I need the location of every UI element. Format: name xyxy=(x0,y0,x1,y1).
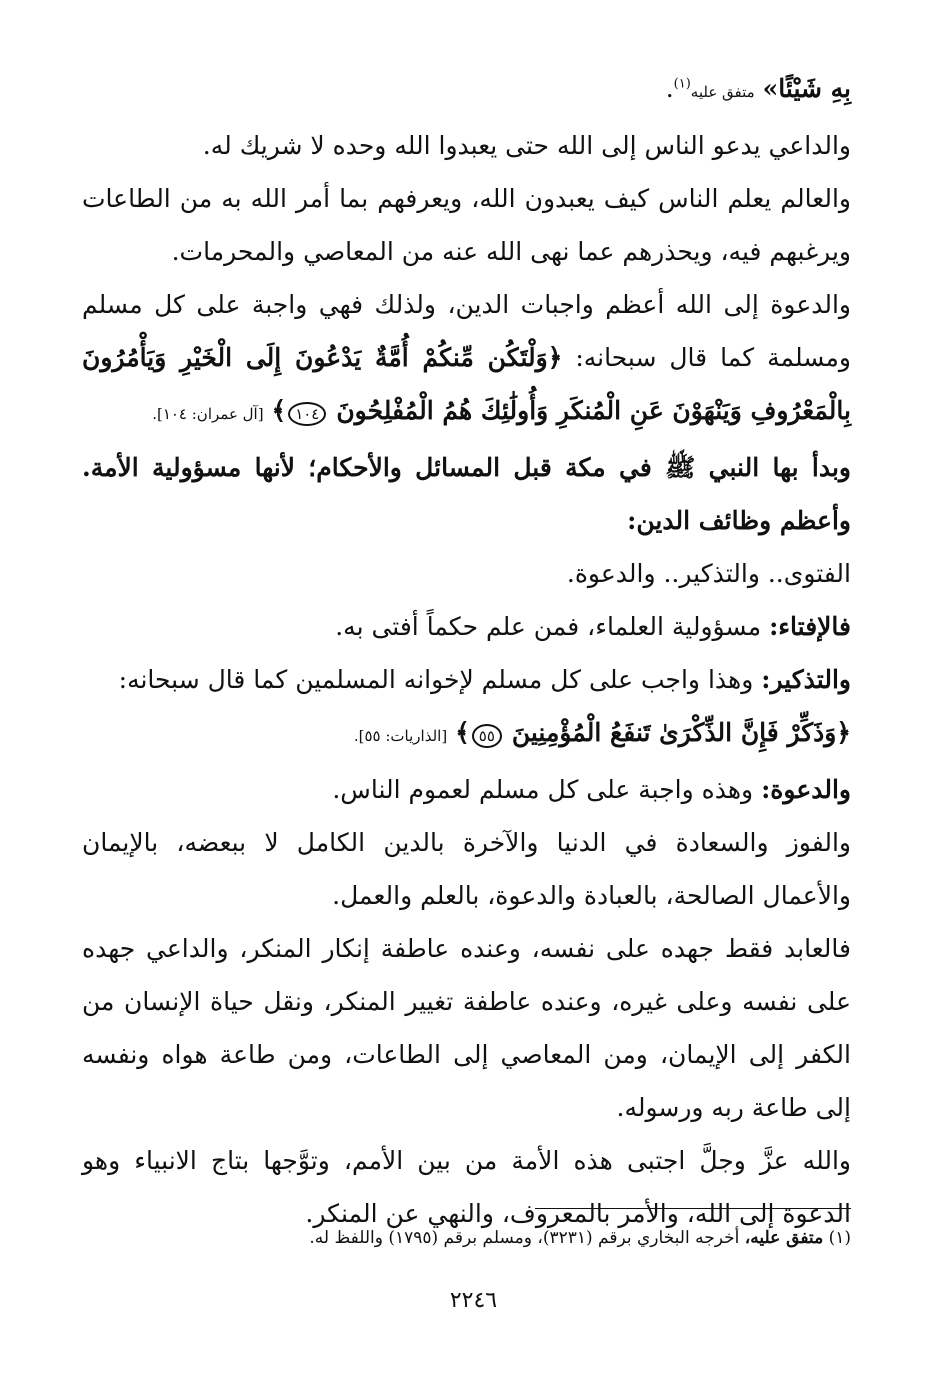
paragraph-reminder xyxy=(82,653,851,706)
dawah-text: وهذه واجبة على كل مسلم لعموم الناس. xyxy=(332,775,762,804)
fatwa-label: فالإفتاء: xyxy=(769,612,851,641)
ayah-number-marker: ١٠٤ xyxy=(288,402,326,426)
paragraph-success: والفوز والسعادة في الدنيا والآخرة بالدين الكامل لا ببعضه، بالإيمان والأعمال الصالحة، بالعبادة والدعوة، بالعلم والعمل. xyxy=(82,828,851,910)
footnote-separator xyxy=(535,1208,851,1209)
paragraph-prophet-began: وبدأ بها النبي ﷺ في مكة قبل المسائل والأحكام؛ لأنها مسؤولية الأمة. وأعظم وظائف الدين: xyxy=(82,453,851,535)
hadith-quote-end: بِهِ شَيْئًا» xyxy=(762,74,851,103)
paragraph-caller: والداعي يدعو الناس إلى الله حتى يعبدوا الله وحده لا شريك له. xyxy=(202,131,851,160)
paragraph-fatwa xyxy=(82,600,851,653)
footnote-bold: متفق عليه، xyxy=(744,1228,824,1248)
page-number: ٢٢٤٦ xyxy=(449,1288,498,1313)
verse-reference: [الذاريات: ٥٥]. xyxy=(353,727,448,745)
paragraph-ummah-chosen: والله عزَّ وجلَّ اجتبى هذه الأمة من بين الأمم، وتوَّجها بتاج الانبياء وهو الدعوة إلى الله، والأمر بالمعروف، والنهي عن المنكر. xyxy=(82,1146,851,1228)
reminder-text: وهذا واجب على كل مسلم لإخوانه المسلمين كما قال سبحانه: xyxy=(118,665,762,694)
paragraph-functions: الفتوى.. والتذكير.. والدعوة. xyxy=(566,559,851,588)
quran-close-bracket: ﴾ xyxy=(271,396,287,425)
dawah-duty-text: والدعوة إلى الله أعظم واجبات الدين، ولذلك فهي واجبة على كل مسلم ومسلمة كما قال سبحانه: xyxy=(82,290,851,372)
footnote-text: أخرجه البخاري برقم (٣٢٣١)، ومسلم برقم (١٧٩٥) واللفظ له. xyxy=(309,1228,745,1248)
quran-verse-aal-imran: ﴿وَلْتَكُن مِّنكُمْ أُمَّةٌ يَدْعُونَ إِلَى الْخَيْرِ وَيَأْمُرُونَ بِالْمَعْرُوفِ وَيَنْهَوْنَ عَنِ الْمُنكَرِ وَأُولَٰئِكَ هُمُ الْمُفْلِحُونَ xyxy=(82,343,851,425)
quran-verse-dhariyat: ﴿وَذَكِّرْ فَإِنَّ الذِّكْرَىٰ تَنفَعُ الْمُؤْمِنِينَ xyxy=(511,718,851,747)
reminder-label: والتذكير: xyxy=(761,665,851,694)
footnote-number: (١) xyxy=(828,1228,851,1248)
ayah-number-marker: ٥٥ xyxy=(472,724,502,748)
main-text xyxy=(82,62,851,1240)
hadith-ending-line: بِهِ شَيْئًا» متفق عليه$^{(١)}$. xyxy=(665,74,851,103)
paragraph-scholar: والعالم يعلم الناس كيف يعبدون الله، ويعرفهم بما أمر الله به من الطاعات ويرغبهم فيه، ويحذرهم عما نهى الله عنه من المعاصي والمحرمات. xyxy=(82,184,851,266)
paragraph-dawah-duty xyxy=(82,278,851,441)
verse-reference: [آل عمران: ١٠٤]. xyxy=(152,405,264,423)
footnote-reference[interactable]: (١) xyxy=(673,76,691,92)
dawah-label: والدعوة: xyxy=(761,775,851,804)
hadith-source: متفق عليه xyxy=(690,83,755,101)
footnote xyxy=(82,1222,851,1254)
paragraph-worshipper-caller: فالعابد فقط جهده على نفسه، وعنده عاطفة إنكار المنكر، والداعي جهده على نفسه وعلى غيره، وعنده عاطفة تغيير المنكر، ونقل حياة الإنسان من الكفر إلى الإيمان، ومن المعاصي إلى الطاعات، ومن طاعة هواه ونفسه إلى طاعة ربه ورسوله. xyxy=(82,934,851,1122)
fatwa-text: مسؤولية العلماء، فمن علم حكماً أفتى به. xyxy=(335,612,770,641)
paragraph-verse-dhariyat xyxy=(82,706,851,763)
paragraph-dawah xyxy=(82,763,851,816)
quran-close-bracket: ﴾ xyxy=(455,718,470,747)
